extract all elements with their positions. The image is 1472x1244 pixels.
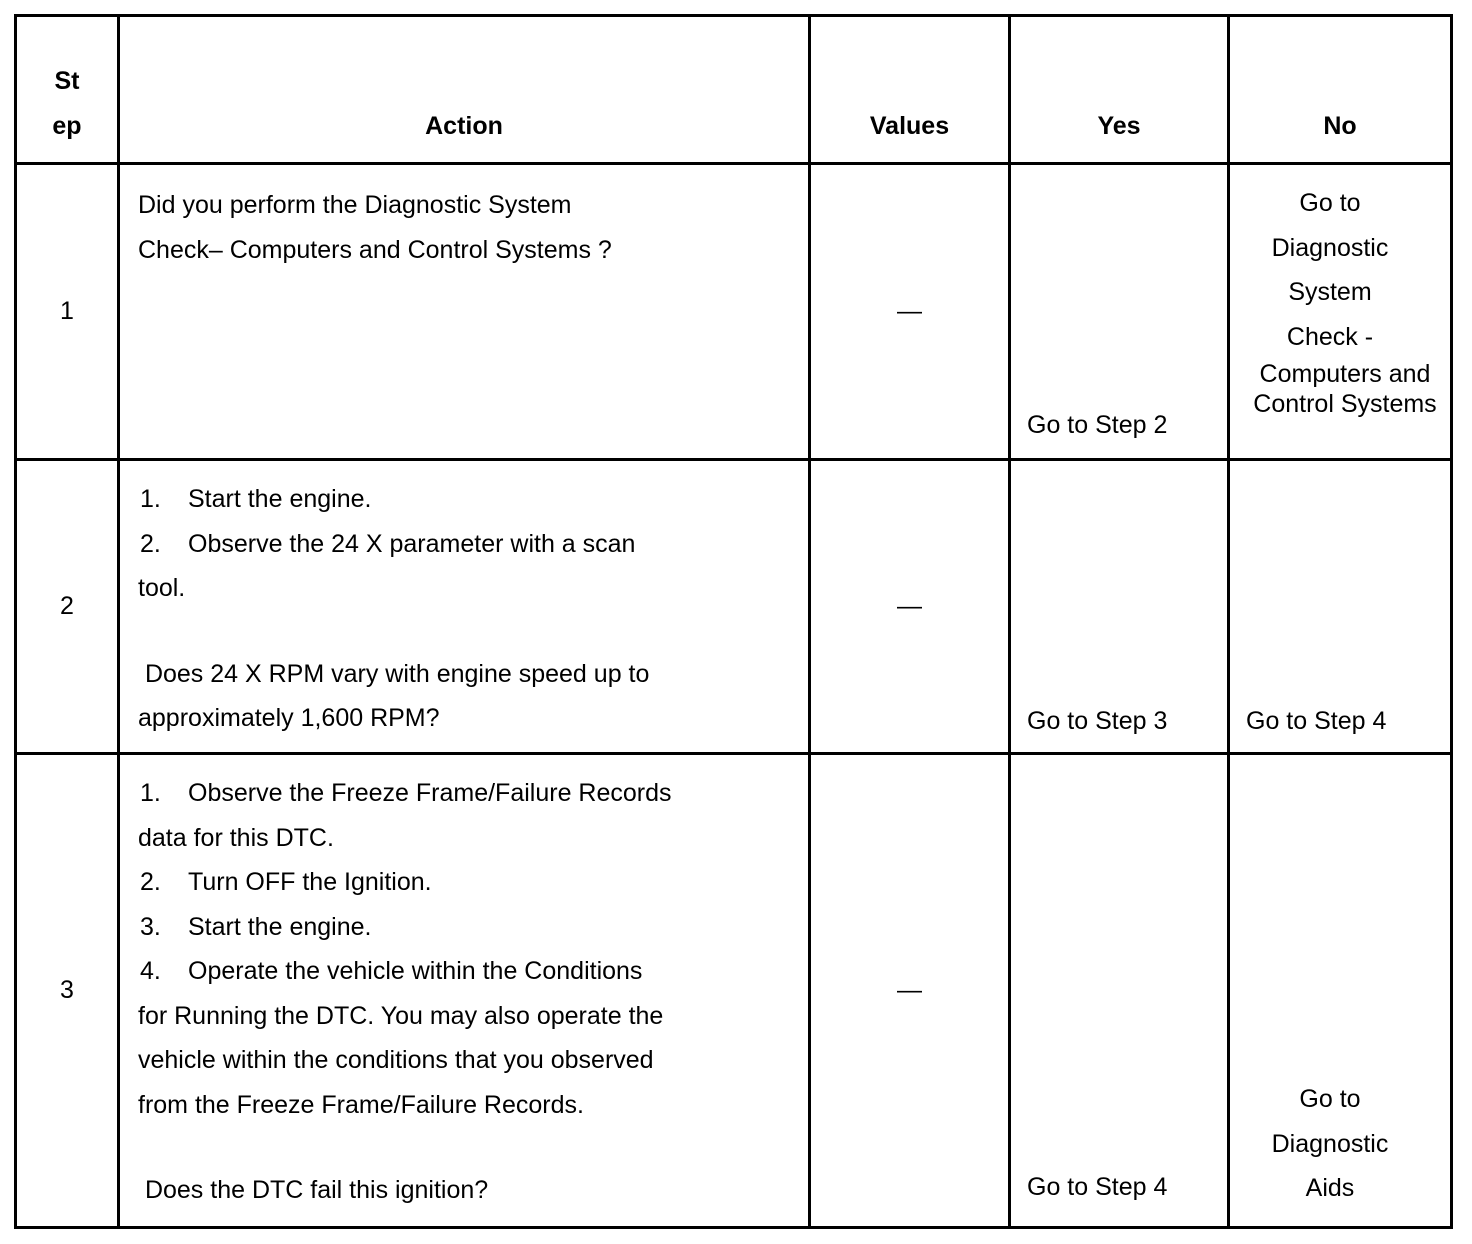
table-row — [16, 754, 1452, 1228]
table-row — [16, 460, 1452, 754]
action-line: for Running the DTC. You may also operate the — [138, 1001, 664, 1030]
header-step: St ep — [16, 16, 119, 164]
no-text-tail: Computers and Control Systems — [1253, 360, 1437, 418]
yes-text: Go to Step 2 — [1027, 411, 1168, 439]
header-values: Values — [810, 16, 1010, 164]
value-cell: — — [810, 164, 1010, 460]
action-list-item: 2. Observe the 24 X parameter with a scan — [140, 529, 636, 558]
action-line: data for this DTC. — [138, 823, 334, 852]
action-cell — [119, 164, 810, 460]
action-line: vehicle within the conditions that you observed — [138, 1046, 654, 1074]
no-cell — [1229, 164, 1452, 460]
value-cell: — — [810, 460, 1010, 754]
step-number: 3 — [16, 754, 119, 1228]
no-text: Go to Diagnostic System Check - — [1271, 189, 1389, 351]
header-action: Action — [119, 16, 810, 164]
action-question: approximately 1,600 RPM? — [138, 704, 440, 732]
no-text: Go to Step 4 — [1246, 707, 1387, 735]
action-list-item: 2. Turn OFF the Ignition. — [140, 868, 432, 896]
action-line: tool. — [138, 574, 186, 602]
value-cell: — — [810, 754, 1010, 1228]
action-list-item: 1. Start the engine. — [140, 485, 372, 513]
action-line: from the Freeze Frame/Failure Records. — [138, 1090, 584, 1119]
yes-cell — [1010, 164, 1229, 460]
no-text: Go to Diagnostic Aids — [1271, 1085, 1389, 1202]
action-list-item: 1. Observe the Freeze Frame/Failure Records — [140, 779, 672, 807]
action-line: Did you perform the Diagnostic System — [138, 191, 572, 219]
action-question: Does the DTC fail this ignition? — [138, 1176, 489, 1204]
action-cell — [119, 460, 810, 754]
table-row — [16, 164, 1452, 460]
no-cell — [1229, 754, 1452, 1228]
action-list-item: 3. Start the engine. — [140, 912, 372, 941]
action-list-item: 4. Operate the vehicle within the Conditions — [140, 957, 643, 985]
diagnostic-table — [14, 14, 1453, 1229]
header-no: No — [1229, 16, 1452, 164]
action-cell — [119, 754, 810, 1228]
header-row — [16, 16, 1452, 164]
yes-cell — [1010, 460, 1229, 754]
yes-text: Go to Step 4 — [1027, 1173, 1168, 1201]
action-question: Does 24 X RPM vary with engine speed up to — [138, 659, 650, 688]
yes-text: Go to Step 3 — [1027, 707, 1168, 735]
step-number: 2 — [16, 460, 119, 754]
yes-cell — [1010, 754, 1229, 1228]
step-number: 1 — [16, 164, 119, 460]
action-line: Check– Computers and Control Systems ? — [138, 235, 612, 264]
no-cell — [1229, 460, 1452, 754]
header-yes: Yes — [1010, 16, 1229, 164]
